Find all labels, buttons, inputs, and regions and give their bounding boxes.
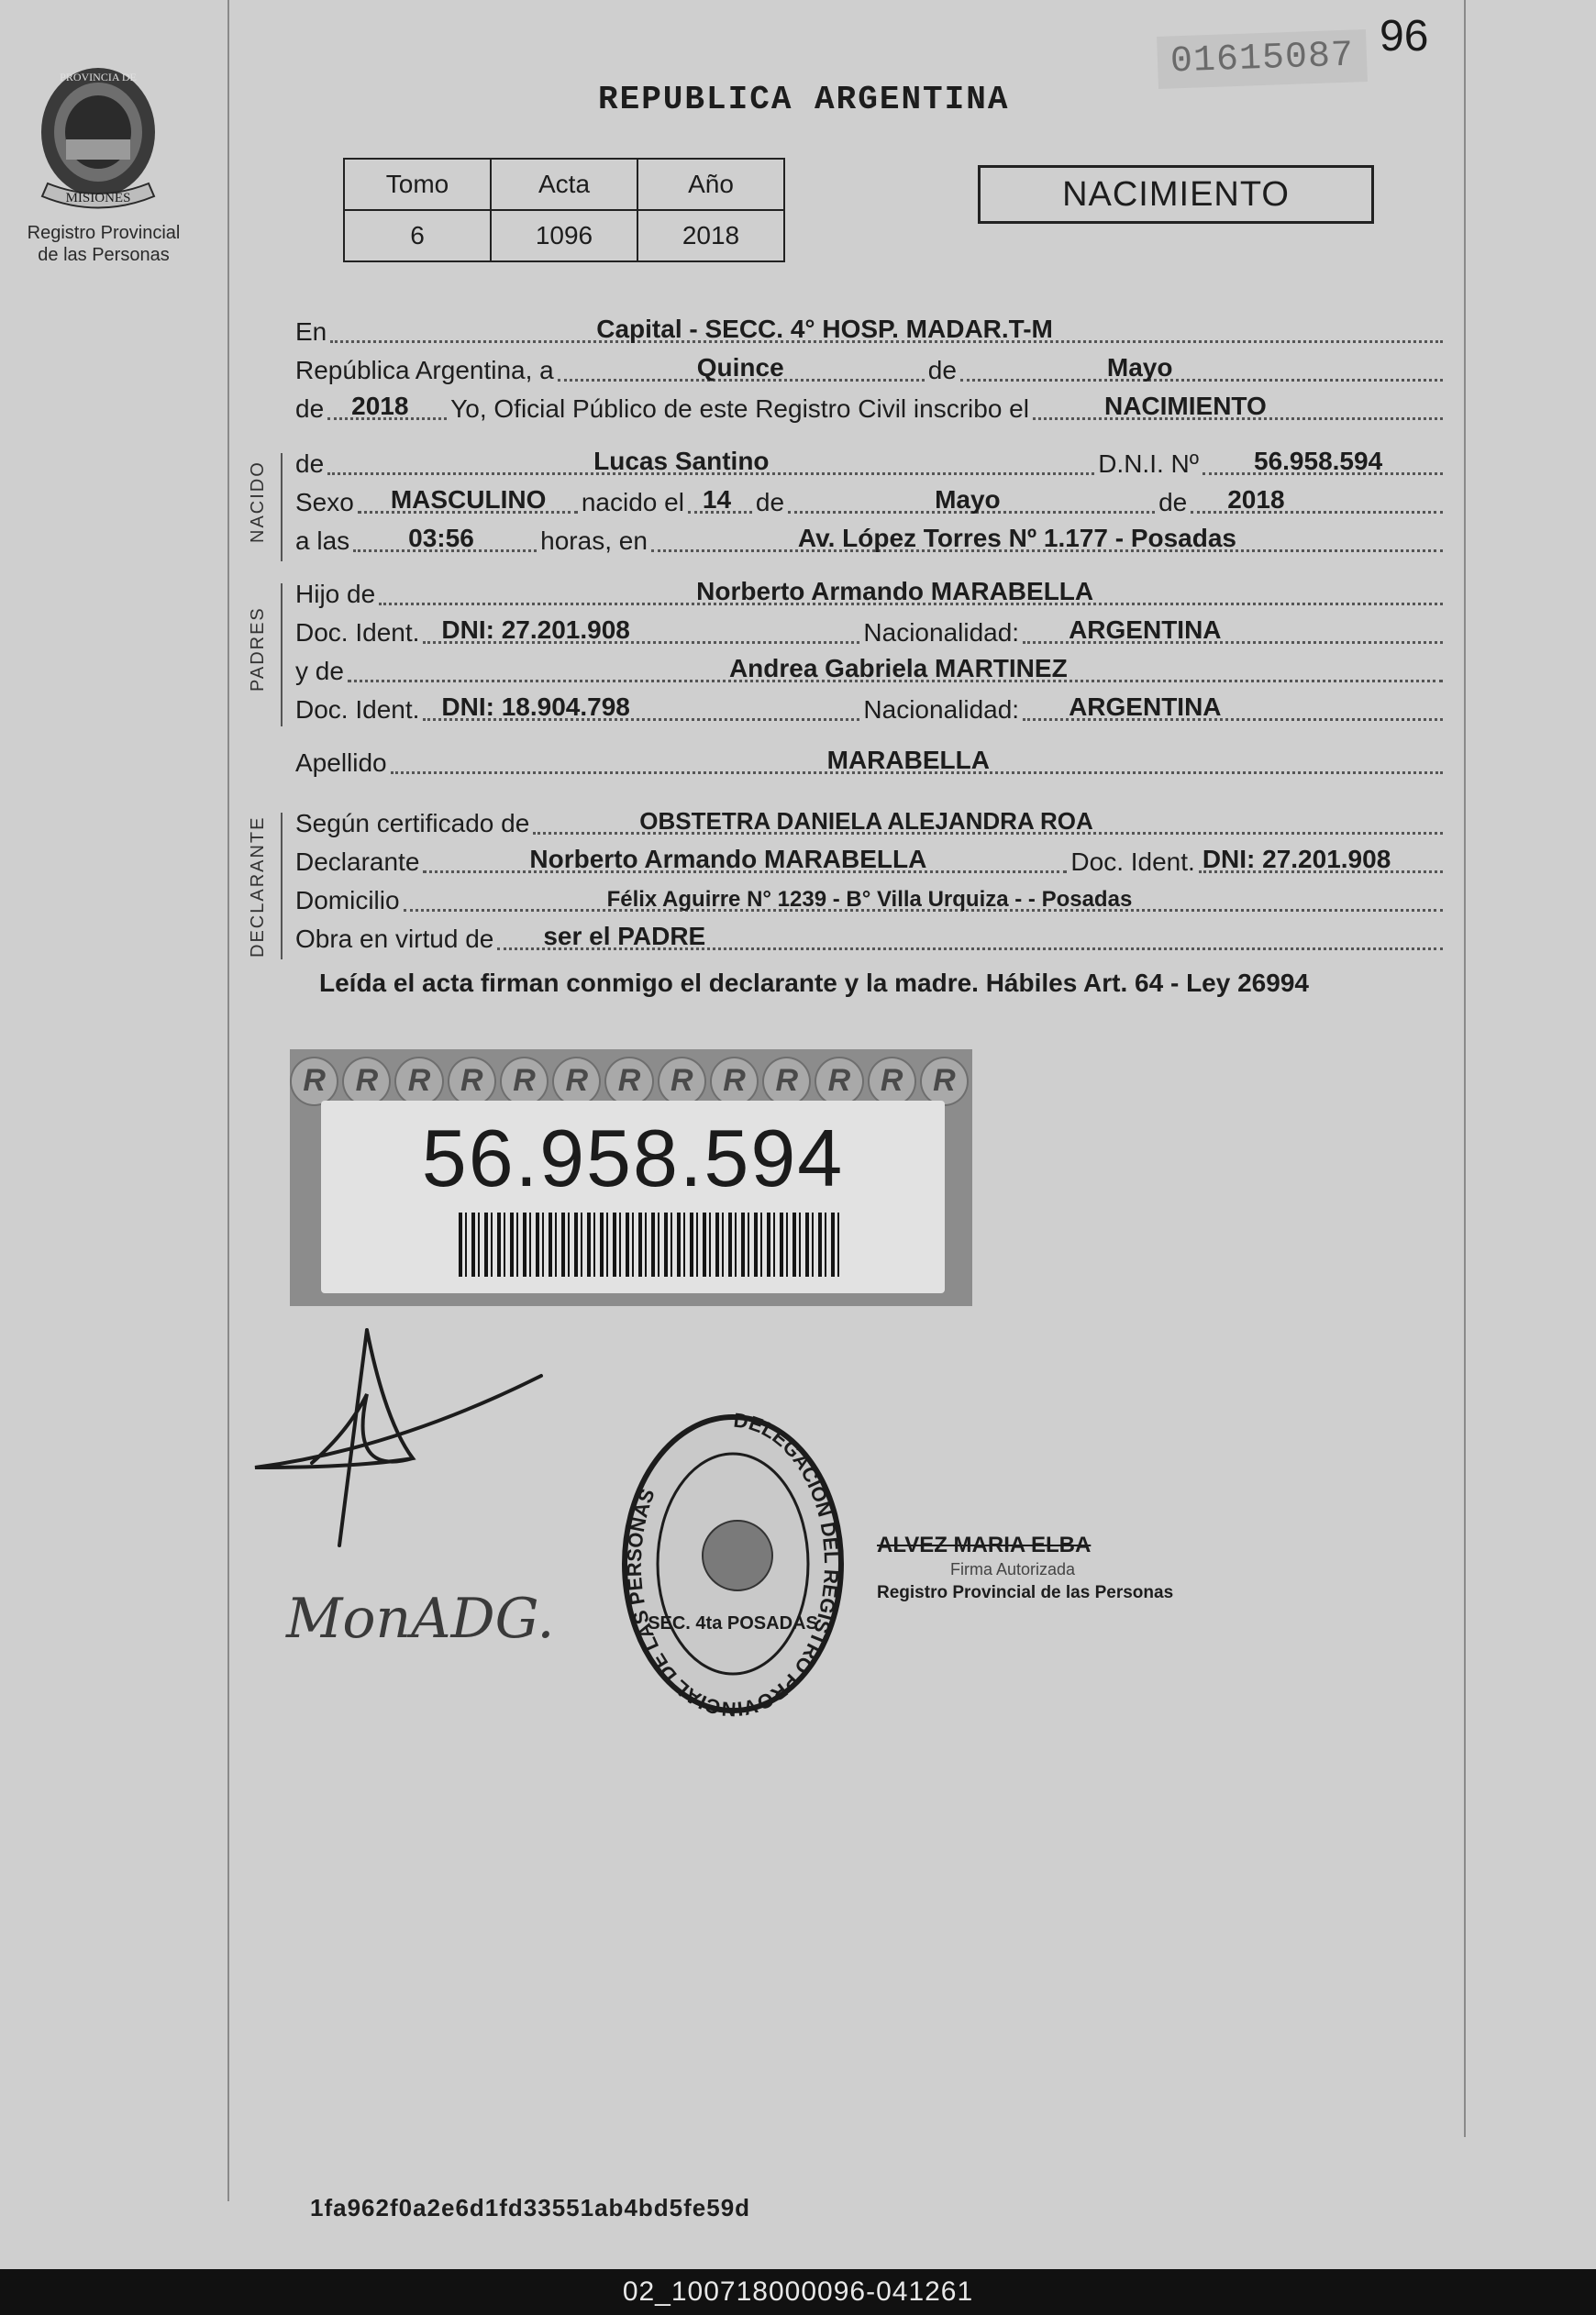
footer-bar: 02_100718000096-041261 [0, 2269, 1596, 2315]
logo-label-line2: de las Personas [38, 245, 170, 265]
label-de-nac-mes: de [755, 488, 785, 516]
side-label-padres: PADRES [248, 606, 268, 692]
label-dni: D.N.I. Nº [1098, 449, 1199, 478]
official-seal [620, 1409, 846, 1719]
value-padre: Norberto Armando MARABELLA [696, 577, 1094, 605]
row-certificado [295, 803, 1446, 840]
firma-name: ALVEZ MARIA ELBA [877, 1533, 1092, 1557]
side-label-nacido: NACIDO [248, 460, 268, 543]
value-madre: Andrea Gabriela MARTINEZ [728, 654, 1068, 682]
page-number: 96 [1380, 12, 1429, 61]
value-mes: Mayo [1106, 353, 1173, 382]
serial-number: 01615087 [1157, 29, 1368, 89]
acta-value-tomo: 6 [344, 210, 491, 261]
row-sexo [295, 482, 1446, 519]
value-domicilio: Félix Aguirre N° 1239 - B° Villa Urquiza - - Posadas [606, 887, 1133, 912]
padres-bar [281, 583, 283, 726]
label-nacionalidad-madre: Nacionalidad: [863, 695, 1020, 724]
r-pattern-mark: R [762, 1057, 811, 1106]
value-dia: Quince [696, 353, 784, 382]
label-horas-en: horas, en [540, 526, 648, 555]
r-pattern-mark: R [920, 1057, 969, 1106]
r-pattern-mark: R [710, 1057, 759, 1106]
value-nac-mes: Mayo [935, 485, 1001, 514]
label-yo-oficial: Yo, Oficial Público de este Registro Civil inscribo el [450, 394, 1029, 423]
row-lugar [295, 312, 1446, 349]
svg-text:SEC. 4ta POSADAS: SEC. 4ta POSADAS [648, 1613, 818, 1634]
label-doc-ident-declarante: Doc. Ident. [1070, 847, 1195, 876]
label-declarante: Declarante [295, 847, 420, 876]
label-nacionalidad-padre: Nacionalidad: [863, 618, 1020, 647]
label-domicilio: Domicilio [295, 886, 400, 914]
r-pattern-mark: R [500, 1057, 549, 1106]
document-hash: 1fa962f0a2e6d1fd33551ab4bd5fe59d [310, 2194, 751, 2221]
label-de-nac-anio: de [1158, 488, 1188, 516]
r-pattern-mark: R [604, 1057, 653, 1106]
value-lugar-nac: Av. López Torres Nº 1.177 - Posadas [797, 524, 1236, 552]
value-anio: 2018 [351, 392, 409, 420]
value-nombre: Lucas Santino [593, 447, 770, 475]
label-de-nombre: de [295, 449, 325, 478]
country-title: REPUBLICA ARGENTINA [598, 81, 1010, 118]
label-doc-ident-padre: Doc. Ident. [295, 618, 420, 647]
acta-value-acta: 1096 [491, 210, 637, 261]
row-declarante [295, 842, 1446, 879]
r-pattern-mark: R [290, 1057, 338, 1106]
label-en: En [295, 317, 327, 346]
label-a-las: a las [295, 526, 350, 555]
value-dni: 56.958.594 [1254, 447, 1383, 475]
firma-office: Registro Provincial de las Personas [877, 1583, 1174, 1602]
row-nombre [295, 444, 1446, 481]
value-declarante-doc: DNI: 27.201.908 [1202, 845, 1391, 873]
label-republica: República Argentina, a [295, 356, 554, 384]
firma-role: Firma Autorizada [950, 1560, 1076, 1578]
value-tipo: NACIMIENTO [1103, 392, 1267, 420]
barcode [459, 1213, 844, 1277]
r-pattern-mark: R [342, 1057, 391, 1106]
row-fecha [295, 350, 1446, 387]
value-madre-doc: DNI: 18.904.798 [441, 692, 630, 721]
acta-table [343, 158, 785, 262]
label-y-de: y de [295, 657, 344, 685]
logo-label-line1: Registro Provincial [27, 223, 181, 243]
dni-sticker-inner [321, 1101, 945, 1293]
left-margin-line [227, 0, 229, 2201]
svg-text:PROVINCIA DE: PROVINCIA DE [60, 71, 137, 83]
label-doc-ident-madre: Doc. Ident. [295, 695, 420, 724]
row-domicilio [295, 881, 1446, 917]
label-segun-certificado: Según certificado de [295, 809, 530, 837]
side-label-declarante: DECLARANTE [248, 815, 268, 958]
row-padre [295, 574, 1446, 611]
acta-header-anio: Año [637, 159, 784, 210]
value-nac-dia: 14 [702, 485, 732, 514]
label-de-mes: de [927, 356, 957, 384]
act-type-box: NACIMIENTO [978, 165, 1374, 224]
logo-label [17, 222, 191, 266]
row-madre [295, 651, 1446, 688]
row-obra-virtud [295, 919, 1446, 956]
value-lugar: Capital - SECC. 4° HOSP. MADAR.T-M [596, 315, 1053, 343]
row-apellido [295, 743, 1446, 780]
r-pattern-strip [290, 1057, 972, 1102]
value-certificado: OBSTETRA DANIELA ALEJANDRA ROA [639, 807, 1093, 835]
signature-scribble [248, 1321, 560, 1559]
label-de-anio: de [295, 394, 325, 423]
label-obra-virtud: Obra en virtud de [295, 925, 494, 953]
r-pattern-mark: R [815, 1057, 863, 1106]
right-margin-line [1464, 0, 1466, 2137]
r-pattern-mark: R [394, 1057, 443, 1106]
value-declarante: Norberto Armando MARABELLA [529, 845, 927, 873]
row-madre-doc [295, 690, 1446, 726]
acta-header-tomo: Tomo [344, 159, 491, 210]
acta-header-acta: Acta [491, 159, 637, 210]
value-padre-nac: ARGENTINA [1069, 615, 1222, 644]
label-hijo-de: Hijo de [295, 580, 376, 608]
handwritten-note: MonADG. [286, 1587, 555, 1651]
value-apellido: MARABELLA [826, 746, 990, 774]
value-sexo: MASCULINO [390, 485, 547, 514]
dni-sticker-number: 56.958.594 [421, 1113, 845, 1203]
acta-value-anio: 2018 [637, 210, 784, 261]
declarante-bar [281, 813, 283, 959]
row-inscribe [295, 389, 1446, 426]
label-nacido-el: nacido el [581, 488, 684, 516]
r-pattern-mark: R [658, 1057, 706, 1106]
value-nac-anio: 2018 [1227, 485, 1285, 514]
value-padre-doc: DNI: 27.201.908 [441, 615, 630, 644]
value-obra-virtud: ser el PADRE [543, 922, 706, 950]
svg-text:MISIONES: MISIONES [65, 191, 131, 205]
r-pattern-mark: R [448, 1057, 496, 1106]
label-apellido: Apellido [295, 748, 387, 777]
r-pattern-mark: R [868, 1057, 916, 1106]
value-hora: 03:56 [408, 524, 474, 552]
svg-text:DELEGACION DEL REGISTRO PROVIN: DELEGACION DEL REGISTRO PROVINCIAL DE LAS PERSONAS [622, 1409, 844, 1719]
authorized-signature-block [877, 1534, 1173, 1605]
provincia-misiones-logo [29, 59, 167, 215]
row-padre-doc [295, 613, 1446, 649]
closing-statement: Leída el acta firman conmigo el declarante y la madre. Hábiles Art. 64 - Ley 26994 [319, 969, 1309, 997]
dni-sticker [290, 1049, 972, 1306]
row-hora [295, 521, 1446, 558]
value-madre-nac: ARGENTINA [1069, 692, 1222, 721]
label-sexo: Sexo [295, 488, 354, 516]
nacido-bar [281, 453, 283, 561]
r-pattern-mark: R [552, 1057, 601, 1106]
